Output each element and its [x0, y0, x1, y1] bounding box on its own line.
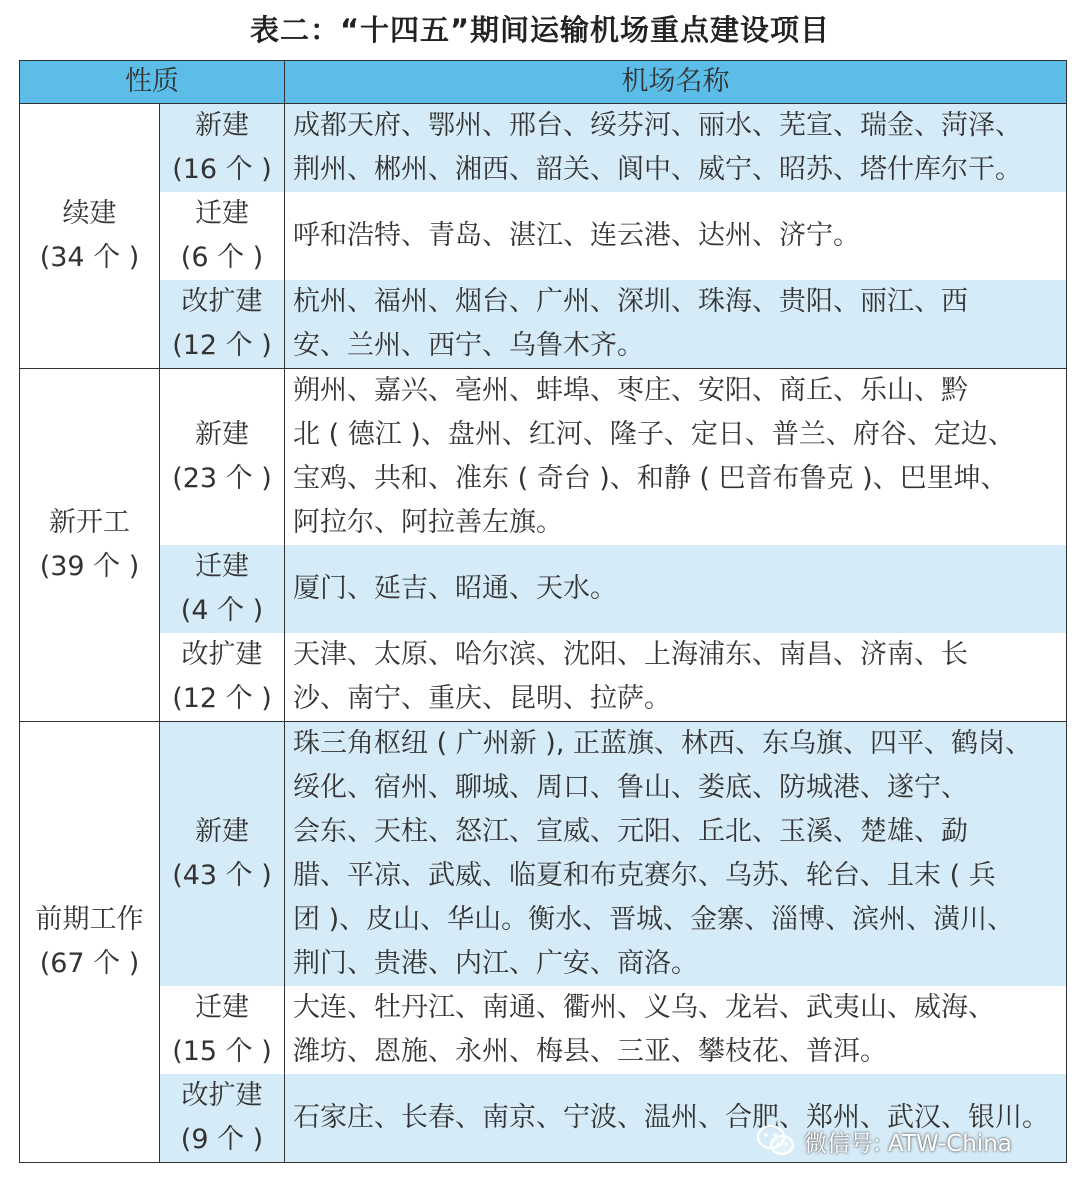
subtype-label: 改扩建: [181, 1080, 263, 1111]
category-count: (34 个 ): [39, 242, 140, 273]
subtype-label: 新建: [195, 816, 249, 847]
airport-list-line: 大连、牡丹江、南通、衢州、义乌、龙岩、武夷山、威海、: [293, 992, 995, 1023]
table-row: [20, 545, 1067, 633]
table-row: [20, 280, 1067, 369]
airport-list-line: 珠三角枢纽 ( 广州新 ), 正蓝旗、林西、东乌旗、四平、鹤岗、: [293, 728, 1032, 759]
airport-list-line: 荆门、贵港、内江、广安、商洛。: [293, 948, 698, 979]
subtype-label: 迁建: [195, 992, 249, 1023]
airport-list-line: 厦门、延吉、昭通、天水。: [293, 573, 617, 604]
airport-list-line: 朔州、嘉兴、亳州、蚌埠、枣庄、安阳、商丘、乐山、黔: [293, 375, 968, 406]
airport-list-line: 阿拉尔、阿拉善左旗。: [293, 507, 563, 538]
header-airport-names: 机场名称: [285, 61, 1067, 104]
airport-list-cell: [285, 104, 1067, 193]
airport-list-line: 潍坊、恩施、永州、梅县、三亚、攀枝花、普洱。: [293, 1036, 887, 1067]
airport-list-line: 天津、太原、哈尔滨、沈阳、上海浦东、南昌、济南、长: [293, 639, 968, 670]
table-row: [20, 104, 1067, 193]
subtype-label: 迁建: [195, 198, 249, 229]
category-count: (39 个 ): [39, 551, 140, 582]
airport-list-cell: [285, 192, 1067, 280]
header-nature: 性质: [20, 61, 285, 104]
subtype-label: 新建: [195, 419, 249, 450]
subtype-count: (12 个 ): [172, 683, 272, 714]
category-cell: [20, 369, 160, 722]
table-header-row: [20, 61, 1067, 104]
airport-list-line: 石家庄、长春、南京、宁波、温州、合肥、郑州、武汉、银川。: [293, 1102, 1049, 1133]
watermark-text: 微信号: ATW-China: [804, 1130, 1012, 1157]
subtype-cell: [160, 369, 285, 546]
subtype-label: 新建: [195, 110, 249, 141]
table-row: [20, 722, 1067, 987]
subtype-cell: [160, 633, 285, 722]
wechat-icon: [756, 1124, 796, 1158]
airport-list-line: 成都天府、鄂州、邢台、绥芬河、丽水、芜宣、瑞金、菏泽、: [293, 110, 1022, 141]
subtype-count: (4 个 ): [180, 595, 264, 626]
category-cell: [20, 104, 160, 369]
table-row: [20, 192, 1067, 280]
subtype-cell: [160, 986, 285, 1074]
airport-list-cell: [285, 369, 1067, 546]
subtype-count: (16 个 ): [172, 154, 272, 185]
subtype-count: (6 个 ): [180, 242, 264, 273]
subtype-cell: [160, 104, 285, 193]
airport-list-cell: [285, 280, 1067, 369]
subtype-cell: [160, 192, 285, 280]
subtype-cell: [160, 280, 285, 369]
airport-list-line: 荆州、郴州、湘西、韶关、阆中、威宁、昭苏、塔什库尔干。: [293, 154, 1022, 185]
airport-projects-table: [19, 60, 1067, 1163]
airport-list-line: 杭州、福州、烟台、广州、深圳、珠海、贵阳、丽江、西: [293, 286, 968, 317]
airport-list-line: 绥化、宿州、聊城、周口、鲁山、娄底、防城港、遂宁、: [293, 772, 968, 803]
table-row: [20, 986, 1067, 1074]
watermark: [756, 1124, 1012, 1158]
airport-list-line: 宝鸡、共和、准东 ( 奇台 )、和静 ( 巴音布鲁克 )、巴里坤、: [293, 463, 1008, 494]
airport-list-line: 沙、南宁、重庆、昆明、拉萨。: [293, 683, 671, 714]
airport-list-cell: [285, 633, 1067, 722]
subtype-label: 改扩建: [181, 639, 263, 670]
subtype-count: (9 个 ): [180, 1124, 264, 1155]
airport-list-line: 团 )、皮山、华山。衡水、晋城、金寨、淄博、滨州、潢川、: [293, 904, 1015, 935]
subtype-cell: [160, 545, 285, 633]
subtype-count: (15 个 ): [172, 1036, 272, 1067]
subtype-label: 迁建: [195, 551, 249, 582]
airport-list-line: 安、兰州、西宁、乌鲁木齐。: [293, 330, 644, 361]
category-label: 续建: [62, 198, 117, 229]
subtype-count: (23 个 ): [172, 463, 272, 494]
category-label: 新开工: [49, 507, 130, 538]
airport-list-cell: [285, 722, 1067, 987]
airport-list-cell: [285, 986, 1067, 1074]
airport-list-line: 会东、天柱、怒江、宣威、元阳、丘北、玉溪、楚雄、勐: [293, 816, 968, 847]
category-count: (67 个 ): [39, 948, 140, 979]
subtype-label: 改扩建: [181, 286, 263, 317]
table-row: [20, 633, 1067, 722]
airport-list-line: 腊、平凉、武威、临夏和布克赛尔、乌苏、轮台、且末 ( 兵: [293, 860, 996, 891]
subtype-count: (12 个 ): [172, 330, 272, 361]
subtype-cell: [160, 1074, 285, 1163]
table-row: [20, 369, 1067, 546]
airport-list-line: 北 ( 德江 )、盘州、红河、隆子、定日、普兰、府谷、定边、: [293, 419, 1015, 450]
subtype-count: (43 个 ): [172, 860, 272, 891]
subtype-cell: [160, 722, 285, 987]
airport-list-line: 呼和浩特、青岛、湛江、连云港、达州、济宁。: [293, 220, 860, 251]
category-label: 前期工作: [35, 904, 144, 935]
page-title: 表二：“十四五”期间运输机场重点建设项目: [249, 13, 831, 47]
category-cell: [20, 722, 160, 1163]
airport-list-cell: [285, 545, 1067, 633]
